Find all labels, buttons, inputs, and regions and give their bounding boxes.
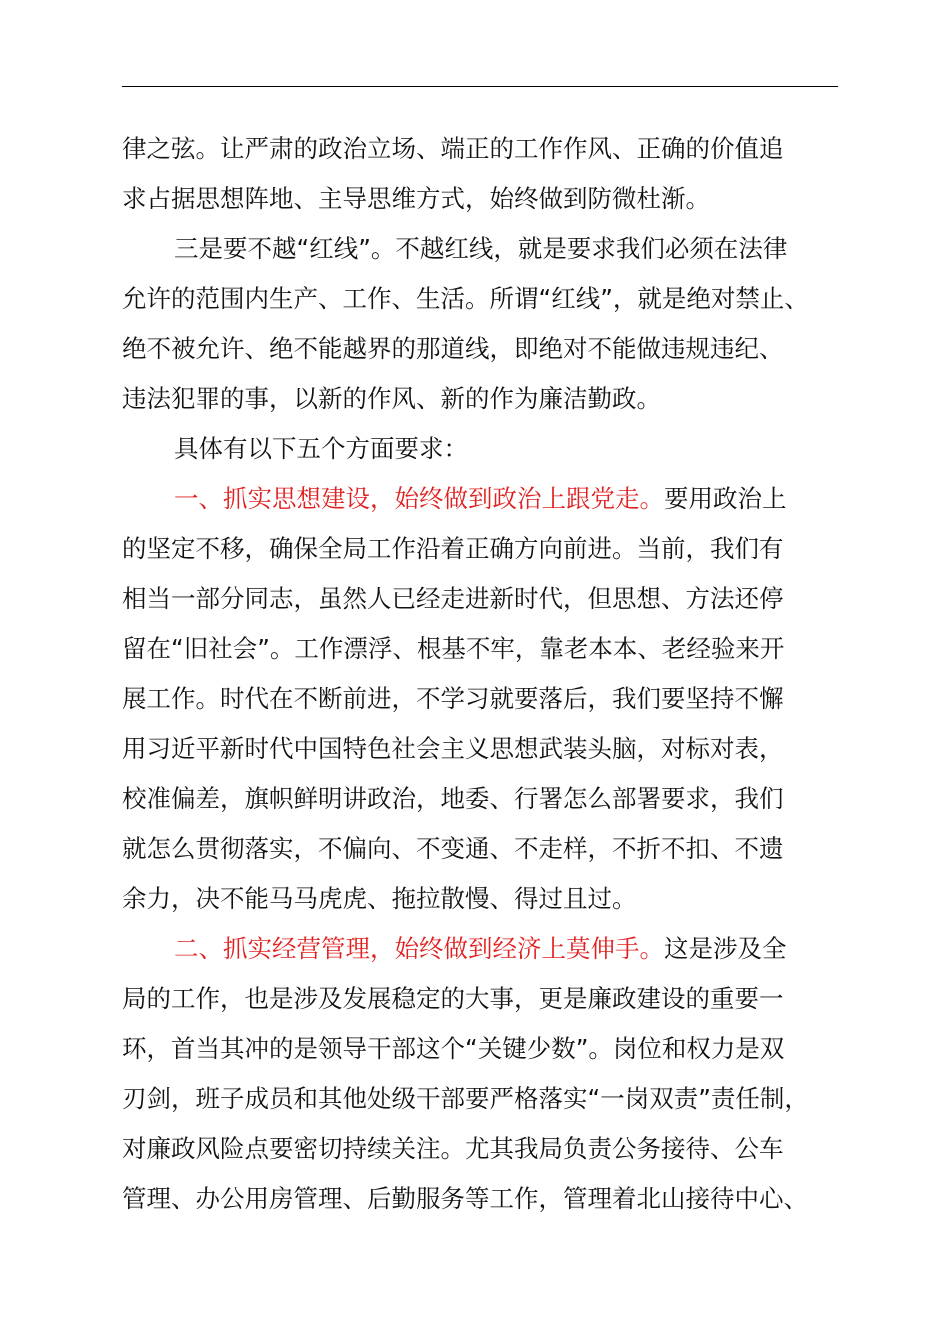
- text-line: 律之弦。让严肃的政治立场、端正的工作作风、正确的价值追: [122, 134, 784, 163]
- header-rule: [122, 86, 838, 87]
- paragraph-start-line: 三是要不越“红线”。不越红线，就是要求我们必须在法律: [174, 234, 788, 263]
- text-line: 的坚定不移，确保全局工作沿着正确方向前进。当前，我们有: [122, 534, 784, 563]
- text-line: 展工作。时代在不断前进，不学习就要落后，我们要坚持不懈: [122, 684, 784, 713]
- text-line: 刃剑，班子成员和其他处级干部要严格落实“一岗双责”责任制，: [122, 1084, 809, 1113]
- text-line: 局的工作，也是涉及发展稳定的大事，更是廉政建设的重要一: [122, 984, 784, 1013]
- text-line: 管理、办公用房管理、后勤服务等工作，管理着北山接待中心、: [122, 1184, 808, 1213]
- text-line: 求占据思想阵地、主导思维方式，始终做到防微杜渐。: [122, 184, 710, 213]
- section-heading-1: 一、抓实思想建设，始终做到政治上跟党走。: [174, 484, 664, 513]
- text-line: 允许的范围内生产、工作、生活。所谓“红线”，就是绝对禁止、: [122, 284, 809, 313]
- section-heading-2: 二、抓实经营管理，始终做到经济上莫伸手。: [174, 934, 664, 963]
- text-line: 相当一部分同志，虽然人已经走进新时代，但思想、方法还停: [122, 584, 784, 613]
- text-line: 对廉政风险点要密切持续关注。尤其我局负责公务接待、公车: [122, 1134, 784, 1163]
- section-heading-1-continuation: 要用政治上: [664, 484, 787, 513]
- body-text: [122, 124, 838, 1224]
- text-line: 违法犯罪的事，以新的作风、新的作为廉洁勤政。: [122, 384, 661, 413]
- section-heading-line-2: [122, 924, 838, 974]
- text-line: 就怎么贯彻落实，不偏向、不变通、不走样，不折不扣、不遗: [122, 834, 784, 863]
- text-line: 用习近平新时代中国特色社会主义思想武装头脑，对标对表，: [122, 734, 784, 763]
- text-line: 余力，决不能马马虎虎、拖拉散慢、得过且过。: [122, 884, 637, 913]
- paragraph-start-line: 具体有以下五个方面要求：: [174, 434, 468, 463]
- section-heading-line-1: [122, 474, 838, 524]
- text-line: 环，首当其冲的是领导干部这个“关键少数”。岗位和权力是双: [122, 1034, 785, 1063]
- text-line: 校准偏差，旗帜鲜明讲政治，地委、行署怎么部署要求，我们: [122, 784, 784, 813]
- section-heading-2-continuation: 这是涉及全: [664, 934, 787, 963]
- text-line: 绝不被允许、绝不能越界的那道线，即绝对不能做违规违纪、: [122, 334, 784, 363]
- text-line: 留在“旧社会”。工作漂浮、根基不牢，靠老本本、老经验来开: [122, 634, 785, 663]
